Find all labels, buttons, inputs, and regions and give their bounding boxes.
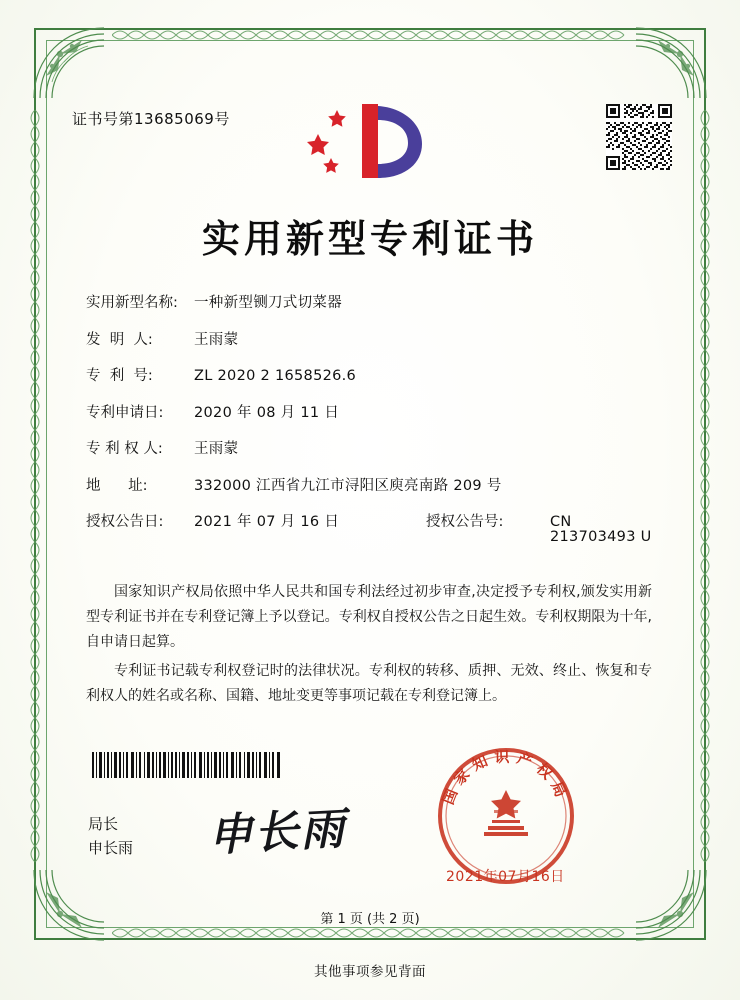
cnipa-logo-icon bbox=[300, 96, 426, 182]
field-label: 实用新型名称: bbox=[86, 295, 178, 311]
field-row-patent-number bbox=[86, 369, 658, 384]
field-value: 王雨蒙 bbox=[194, 331, 239, 348]
field-label-grant-date: 授权公告日: bbox=[86, 514, 164, 530]
field-value-grant-date: 2021 年 07 月 16 日 bbox=[194, 514, 340, 530]
signature-block bbox=[88, 812, 133, 860]
field-label: 地 址: bbox=[86, 477, 148, 494]
signature-name-label: 申长雨 bbox=[88, 839, 134, 857]
field-label: 专 利 权 人: bbox=[86, 441, 163, 457]
field-value: 2020 年 08 月 11 日 bbox=[194, 404, 340, 421]
field-list bbox=[86, 296, 658, 566]
field-row-utility-model-name bbox=[86, 296, 658, 311]
page-title: 实用新型专利证书 bbox=[201, 217, 538, 261]
certificate-number: 证书号第13685069号 bbox=[72, 110, 230, 128]
barcode bbox=[92, 752, 282, 778]
footnote: 其他事项参见背面 bbox=[314, 964, 426, 980]
legal-paragraph-1: 国家知识产权局依照中华人民共和国专利法经过初步审查,决定授予专利权,颁发实用新型专利证书并在专利登记簿上予以登记。专利权自授权公告之日起生效。专利权期限为十年,自申请日起算。 bbox=[86, 584, 652, 650]
field-label: 专利申请日: bbox=[86, 404, 164, 421]
field-row-grant bbox=[86, 515, 658, 544]
seal-date: 2021年07月16日 bbox=[446, 869, 565, 885]
field-row-inventor bbox=[86, 333, 658, 348]
field-label-grant-number: 授权公告号: bbox=[426, 514, 504, 530]
legal-text bbox=[86, 580, 652, 713]
legal-paragraph-2: 专利证书记载专利权登记时的法律状况。专利权的转移、质押、无效、终止、恢复和专利权人的姓名或名称、国籍、地址变更等事项记载在专利登记簿上。 bbox=[86, 663, 652, 704]
field-value-grant-number: CN 213703493 U bbox=[550, 514, 652, 545]
field-value: ZL 2020 2 1658526.6 bbox=[194, 368, 357, 384]
page-number: 第 1 页 (共 2 页) bbox=[320, 912, 420, 927]
field-value: 王雨蒙 bbox=[194, 441, 239, 457]
field-label: 专 利 号: bbox=[86, 368, 153, 384]
handwritten-signature: 申长雨 bbox=[206, 803, 348, 862]
field-value: 332000 江西省九江市浔阳区庾亮南路 209 号 bbox=[194, 477, 502, 494]
qr-code bbox=[606, 104, 672, 170]
field-row-application-date bbox=[86, 406, 658, 421]
field-value: 一种新型铡刀式切菜器 bbox=[194, 295, 342, 311]
svg-text:国家知识产权局: 国家知识产权局 bbox=[439, 747, 573, 808]
field-label: 发 明 人: bbox=[86, 331, 153, 348]
field-row-address bbox=[86, 479, 658, 494]
field-row-patentee bbox=[86, 442, 658, 457]
signature-title-label: 局长 bbox=[88, 815, 119, 833]
